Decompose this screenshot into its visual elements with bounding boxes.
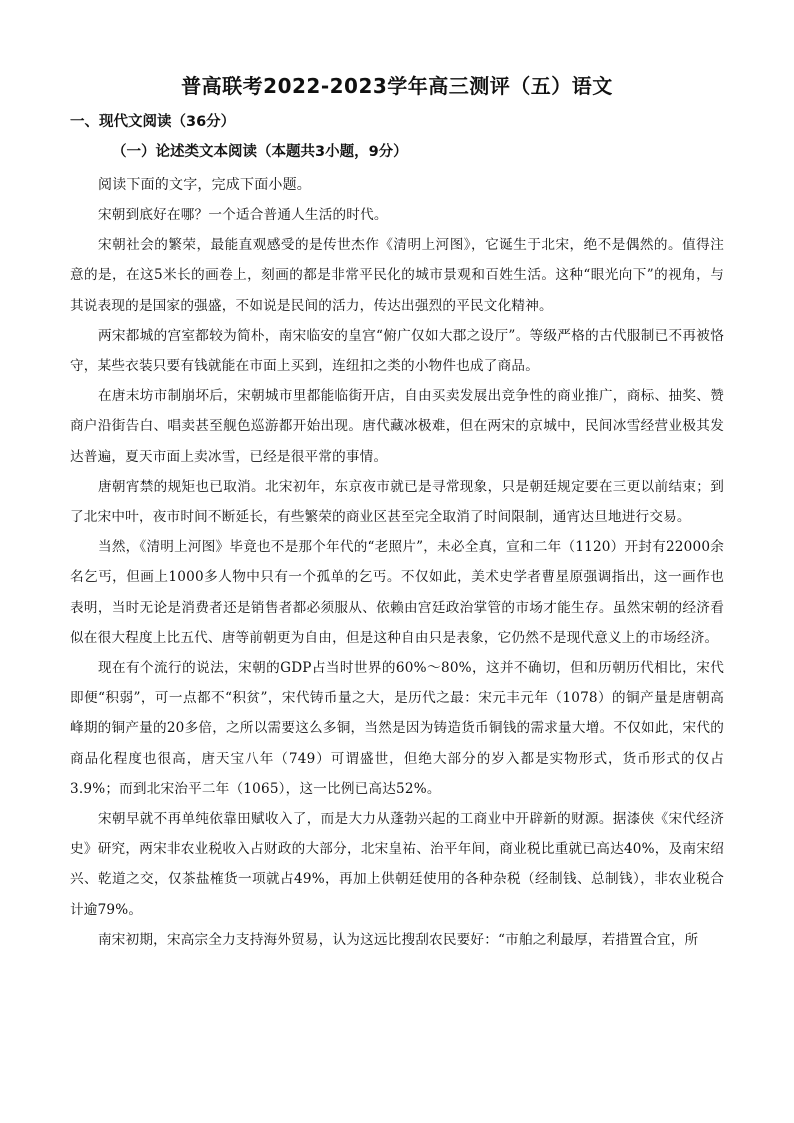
paragraph: 两宋都城的宫室都较为简朴，南宋临安的皇宫“俯广仅如大郡之设厅”。等级严格的古代服制已不再被恪守，某些衣装只要有钱就能在市面上买到，连纽扣之类的小物件也成了商品。 [70,327,724,375]
paragraph: 唐朝宵禁的规矩也已取消。北宋初年，东京夜市就已是寻常现象，只是朝廷规定要在三更以前结束；到了北宋中叶，夜市时间不断延长，有些繁荣的商业区甚至完全取消了时间限制，通宵达旦地进行交易。 [70,478,724,526]
section-heading: 一、现代文阅读（36分） [70,114,236,130]
reading-instruction: 阅读下面的文字，完成下面小题。 [98,177,311,193]
article-body [70,170,724,955]
paragraph: 当然，《清明上河图》毕竟也不是那个年代的“老照片”，未必全真，宣和二年（1120）开封有22000余名乞丐，但画上1000多人物中只有一个孤单的乞丐。不仅如此，美术史学者曹星原强调指出，这一画作也表明，当时无论是消费者还是销售者都必须服从、依赖由宫廷政治掌管的市场才能生存。虽然宋朝的经济看似在很大程度上比五代、唐等前朝更为自由，但是这种自由只是表象，它仍然不是现代意义上的市场经济。 [70,539,724,646]
paragraph: 宋朝社会的繁荣，最能直观感受的是传世杰作《清明上河图》，它诞生于北宋，绝不是偶然的。值得注意的是，在这5米长的画卷上，刻画的都是非常平民化的城市景观和百姓生活。这种“眼光向下”的视角，与其说表现的是国家的强盛，不如说是民间的活力，传达出强烈的平民文化精神。 [70,237,724,314]
paragraph: 宋朝早就不再单纯依靠田赋收入了，而是大力从蓬勃兴起的工商业中开辟新的财源。据漆侠《宋代经济史》研究，两宋非农业税收入占财政的大部分，北宋皇祐、治平年间，商业税比重就已高达40%，及南宋绍兴、乾道之交，仅茶盐榷货一项就占49%，再加上供朝廷使用的各种杂税（经制钱、总制钱），非农业税合计逾79%。 [70,811,724,918]
paragraph: 在唐末坊市制崩坏后，宋朝城市里都能临街开店，自由买卖发展出竞争性的商业推广，商标、抽奖、赞商户沿街告白、唱卖甚至舰色巡游都开始出现。唐代藏冰极难，但在两宋的京城中，民间冰雪经营业极其发达普遍，夏天市面上卖冰雪，已经是很平常的事情。 [70,388,724,465]
subsection-heading: （一）论述类文本阅读（本题共3小题，9分） [112,144,408,160]
paragraph: 南宋初期，宋高宗全力支持海外贸易，认为这远比搜刮农民要好：“市舶之利最厚，若措置合宜，所 [98,931,699,948]
page-title: 普高联考2022-2023学年高三测评（五）语文 [181,74,613,98]
paragraph: 宋朝到底好在哪？一个适合普通人生活的时代。 [98,207,388,223]
paragraph: 现在有个流行的说法，宋朝的GDP占当时世界的60%～80%，这并不确切，但和历朝历代相比，宋代即便“积弱”，可一点都不“积贫”，宋代铸币量之大，是历代之最：宋元丰元年（1078）的铜产量是唐朝高峰期的铜产量的20多倍，之所以需要这么多铜，当然是因为铸造货币铜钱的需求量大增。不仅如此，宋代的商品化程度也很高，唐天宝八年（749）可谓盛世，但绝大部分的岁入都是实物形式，货币形式的仅占3.9%；而到北宋治平二年（1065），这一比例已高达52%。 [70,660,724,797]
